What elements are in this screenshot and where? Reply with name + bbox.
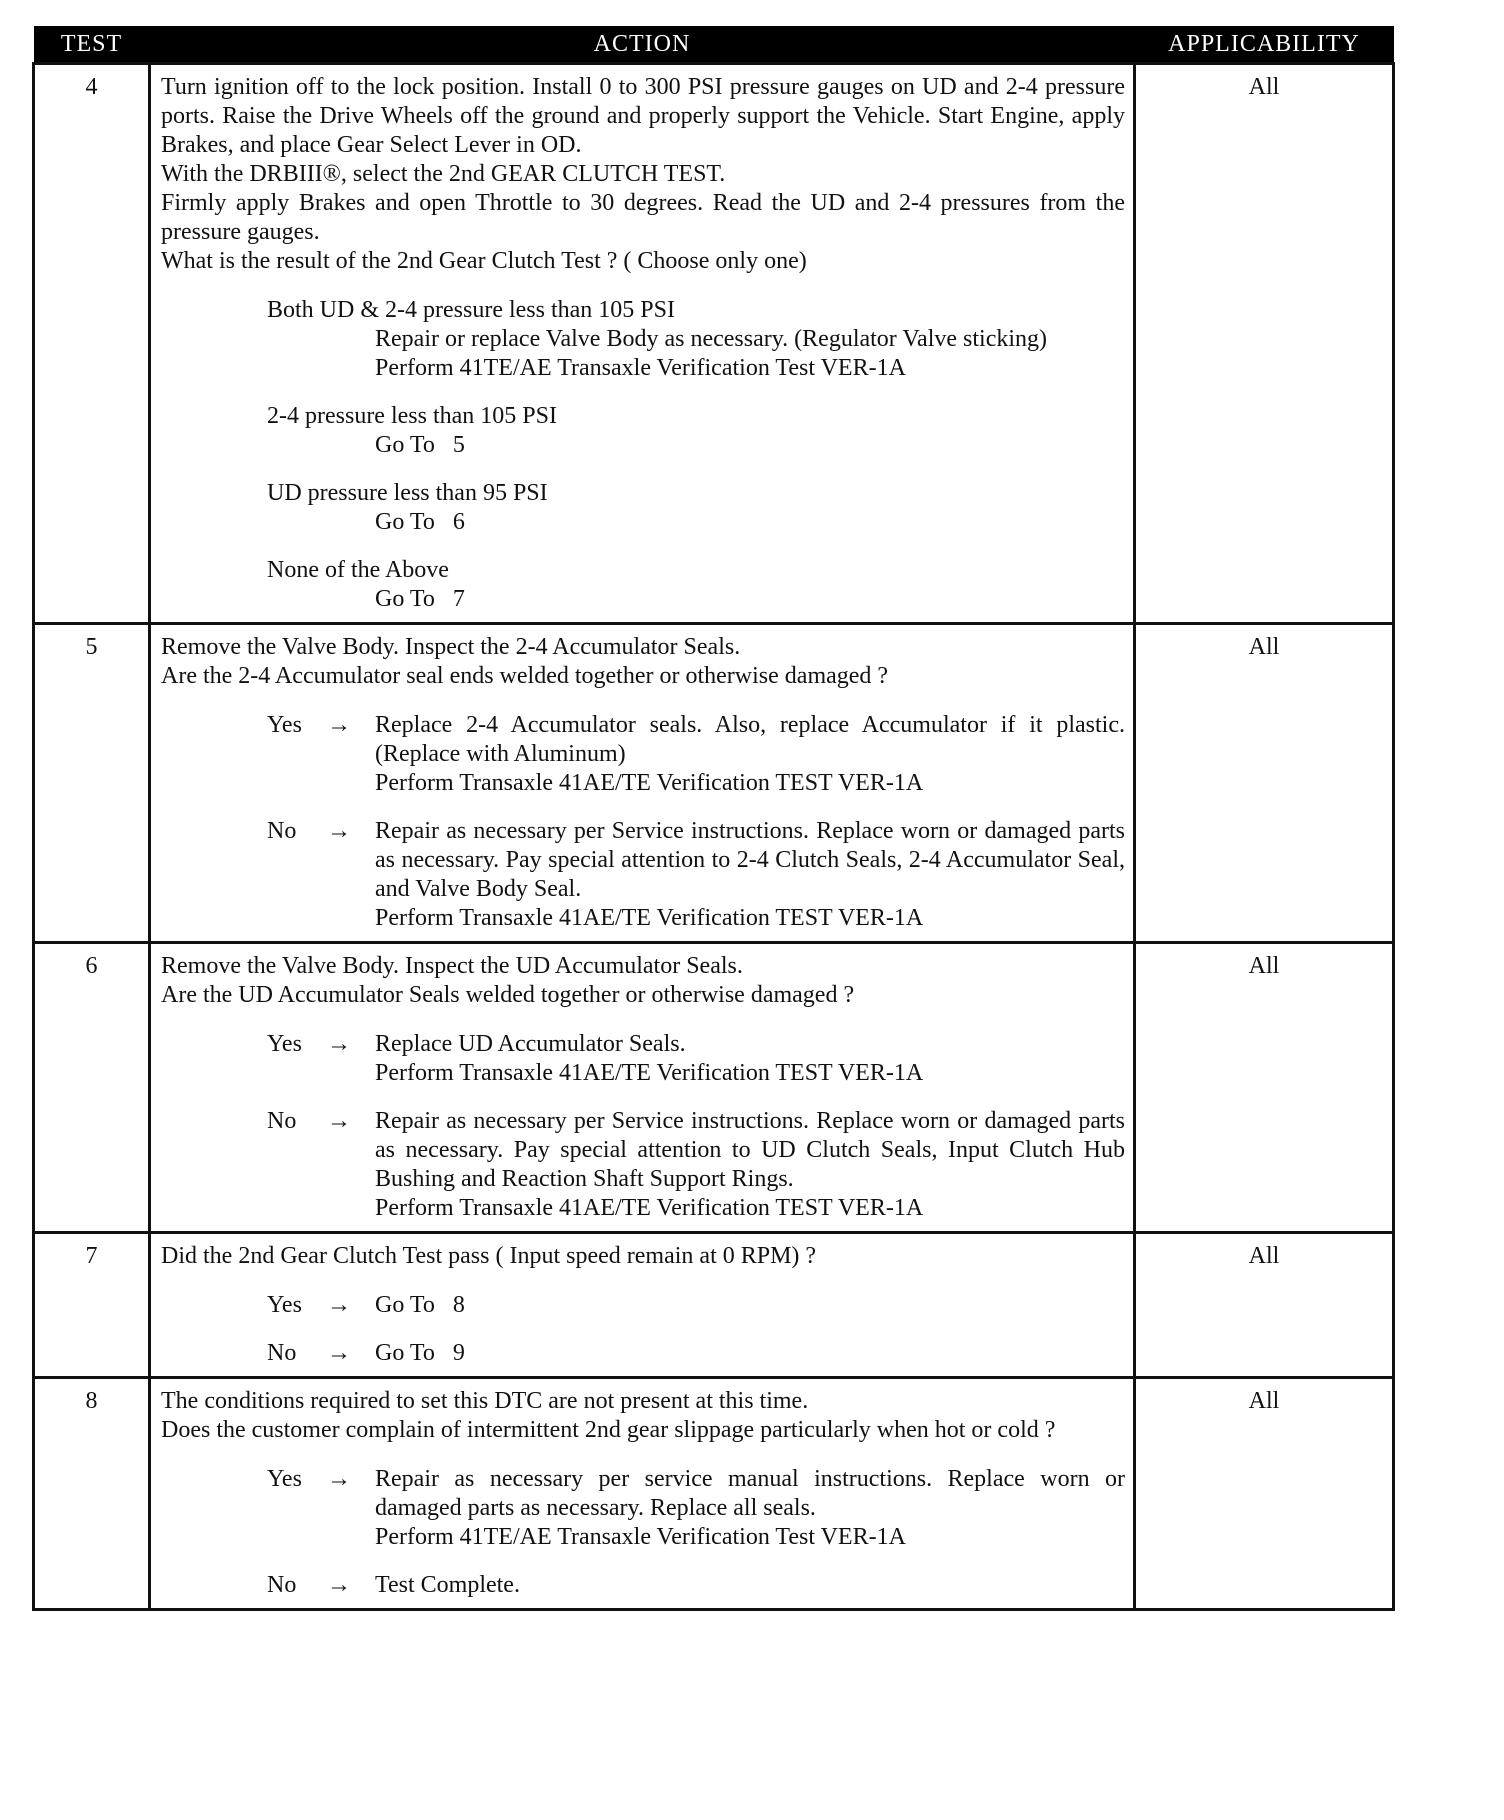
answer-no bbox=[267, 1571, 1125, 1600]
test-number: 8 bbox=[34, 1378, 150, 1610]
answer-yes bbox=[267, 1291, 1125, 1320]
test-row bbox=[34, 64, 1394, 624]
answer-line: Replace 2-4 Accumulator seals. Also, replace Accumulator if it plastic. (Replace with Aluminum) bbox=[375, 712, 1125, 767]
option-item bbox=[267, 402, 1125, 460]
answer-line: Repair as necessary per service manual instructions. Replace worn or damaged parts as necessary. Replace all seals. bbox=[375, 1466, 1125, 1521]
answer-line: Replace UD Accumulator Seals. bbox=[375, 1031, 686, 1057]
question-line: The conditions required to set this DTC are not present at this time. bbox=[161, 1388, 809, 1414]
question-text bbox=[161, 1242, 1125, 1271]
test-number: 5 bbox=[34, 624, 150, 943]
answer-yes bbox=[267, 1030, 1125, 1088]
test-number: 7 bbox=[34, 1233, 150, 1378]
applicability-value: All bbox=[1135, 64, 1394, 624]
answer-yes bbox=[267, 1465, 1125, 1552]
answer-text bbox=[375, 817, 1125, 933]
option-instruction: Repair or replace Valve Body as necessary. (Regulator Valve sticking) bbox=[375, 326, 1047, 352]
applicability-value: All bbox=[1135, 1378, 1394, 1610]
goto-link[interactable]: Go To 8 bbox=[375, 1292, 465, 1318]
header-applicability: APPLICABILITY bbox=[1135, 26, 1394, 64]
question-line: Remove the Valve Body. Inspect the UD Accumulator Seals. bbox=[161, 953, 743, 979]
answer-label: Yes bbox=[267, 1292, 302, 1318]
table-header-row bbox=[34, 26, 1394, 64]
answer-list bbox=[267, 1291, 1125, 1368]
option-item bbox=[267, 296, 1125, 383]
applicability-value: All bbox=[1135, 1233, 1394, 1378]
answer-line: Repair as necessary per Service instructions. Replace worn or damaged parts as necessary. Pay special attention to 2-4 Clutch Seals, 2-4 Accumulator Seal, and Valve Body Seal. bbox=[375, 818, 1125, 902]
test-row bbox=[34, 624, 1394, 943]
question-line: Firmly apply Brakes and open Throttle to 30 degrees. Read the UD and 2-4 pressures from the pressure gauges. bbox=[161, 190, 1125, 245]
answer-text bbox=[375, 1030, 1125, 1088]
question-text bbox=[161, 73, 1125, 276]
action-cell bbox=[150, 624, 1135, 943]
question-text bbox=[161, 952, 1125, 1010]
goto-link[interactable]: Go To 9 bbox=[375, 1340, 465, 1366]
header-test: TEST bbox=[34, 26, 150, 64]
answer-line: Perform Transaxle 41AE/TE Verification TEST VER-1A bbox=[375, 770, 924, 796]
answer-text: Test Complete. bbox=[375, 1572, 520, 1598]
arrow-icon: → bbox=[327, 712, 351, 738]
diagnostic-table bbox=[32, 26, 1395, 1611]
answer-label: No bbox=[267, 1572, 297, 1598]
applicability-value: All bbox=[1135, 624, 1394, 943]
question-line: What is the result of the 2nd Gear Clutch Test ? ( Choose only one) bbox=[161, 248, 807, 274]
question-line: Does the customer complain of intermittent 2nd gear slippage particularly when hot or cold ? bbox=[161, 1417, 1056, 1443]
question-line: Are the 2-4 Accumulator seal ends welded together or otherwise damaged ? bbox=[161, 663, 889, 689]
answer-text bbox=[375, 711, 1125, 798]
goto-link[interactable]: Go To 7 bbox=[375, 586, 465, 612]
action-cell bbox=[150, 64, 1135, 624]
answer-label: Yes bbox=[267, 712, 302, 738]
answer-no bbox=[267, 1107, 1125, 1223]
arrow-icon: → bbox=[327, 1340, 351, 1366]
arrow-icon: → bbox=[327, 1292, 351, 1318]
answer-line: Perform Transaxle 41AE/TE Verification TEST VER-1A bbox=[375, 1195, 924, 1221]
test-number: 4 bbox=[34, 64, 150, 624]
header-action: ACTION bbox=[150, 26, 1135, 64]
answer-label: No bbox=[267, 1340, 297, 1366]
answer-label: No bbox=[267, 1108, 297, 1134]
goto-link[interactable]: Go To 6 bbox=[375, 509, 465, 535]
answer-label: Yes bbox=[267, 1466, 302, 1492]
arrow-icon: → bbox=[327, 1466, 351, 1492]
option-label: Both UD & 2-4 pressure less than 105 PSI bbox=[267, 297, 675, 323]
answer-no bbox=[267, 1339, 1125, 1368]
question-line: Are the UD Accumulator Seals welded together or otherwise damaged ? bbox=[161, 982, 855, 1008]
answer-line: Perform Transaxle 41AE/TE Verification TEST VER-1A bbox=[375, 905, 924, 931]
answer-text bbox=[375, 1465, 1125, 1552]
test-row bbox=[34, 1378, 1394, 1610]
action-cell bbox=[150, 1233, 1135, 1378]
question-line: With the DRBIII®, select the 2nd GEAR CLUTCH TEST. bbox=[161, 161, 726, 187]
answer-label: Yes bbox=[267, 1031, 302, 1057]
arrow-icon: → bbox=[327, 1031, 351, 1057]
arrow-icon: → bbox=[327, 1108, 351, 1134]
option-instruction: Perform 41TE/AE Transaxle Verification Test VER-1A bbox=[375, 355, 906, 381]
answer-yes bbox=[267, 711, 1125, 798]
option-item bbox=[267, 479, 1125, 537]
answer-line: Perform 41TE/AE Transaxle Verification Test VER-1A bbox=[375, 1524, 906, 1550]
answer-no bbox=[267, 817, 1125, 933]
answer-list bbox=[267, 1465, 1125, 1600]
option-item bbox=[267, 556, 1125, 614]
question-line: Turn ignition off to the lock position. Install 0 to 300 PSI pressure gauges on UD and 2-4 pressure ports. Raise the Drive Wheels off the ground and properly support the Vehicle. Start Engine, apply Brakes, and place Gear Select Lever in OD. bbox=[161, 74, 1125, 158]
test-number: 6 bbox=[34, 943, 150, 1233]
diagnostic-page bbox=[32, 26, 1392, 1611]
answer-label: No bbox=[267, 818, 297, 844]
test-row bbox=[34, 943, 1394, 1233]
arrow-icon: → bbox=[327, 1572, 351, 1598]
arrow-icon: → bbox=[327, 818, 351, 844]
answer-text bbox=[375, 1107, 1125, 1223]
answer-list bbox=[267, 711, 1125, 933]
answer-line: Repair as necessary per Service instructions. Replace worn or damaged parts as necessary. Pay special attention to UD Clutch Seals, Input Clutch Hub Bushing and Reaction Shaft Support Rings. bbox=[375, 1108, 1125, 1192]
answer-list bbox=[267, 1030, 1125, 1223]
test-row bbox=[34, 1233, 1394, 1378]
question-text bbox=[161, 633, 1125, 691]
applicability-value: All bbox=[1135, 943, 1394, 1233]
goto-link[interactable]: Go To 5 bbox=[375, 432, 465, 458]
question-line: Did the 2nd Gear Clutch Test pass ( Input speed remain at 0 RPM) ? bbox=[161, 1243, 817, 1269]
option-list bbox=[267, 296, 1125, 614]
question-text bbox=[161, 1387, 1125, 1445]
answer-line: Perform Transaxle 41AE/TE Verification TEST VER-1A bbox=[375, 1060, 924, 1086]
option-label: 2-4 pressure less than 105 PSI bbox=[267, 403, 557, 429]
action-cell bbox=[150, 1378, 1135, 1610]
option-label: None of the Above bbox=[267, 557, 449, 583]
question-line: Remove the Valve Body. Inspect the 2-4 Accumulator Seals. bbox=[161, 634, 741, 660]
action-cell bbox=[150, 943, 1135, 1233]
option-label: UD pressure less than 95 PSI bbox=[267, 480, 548, 506]
